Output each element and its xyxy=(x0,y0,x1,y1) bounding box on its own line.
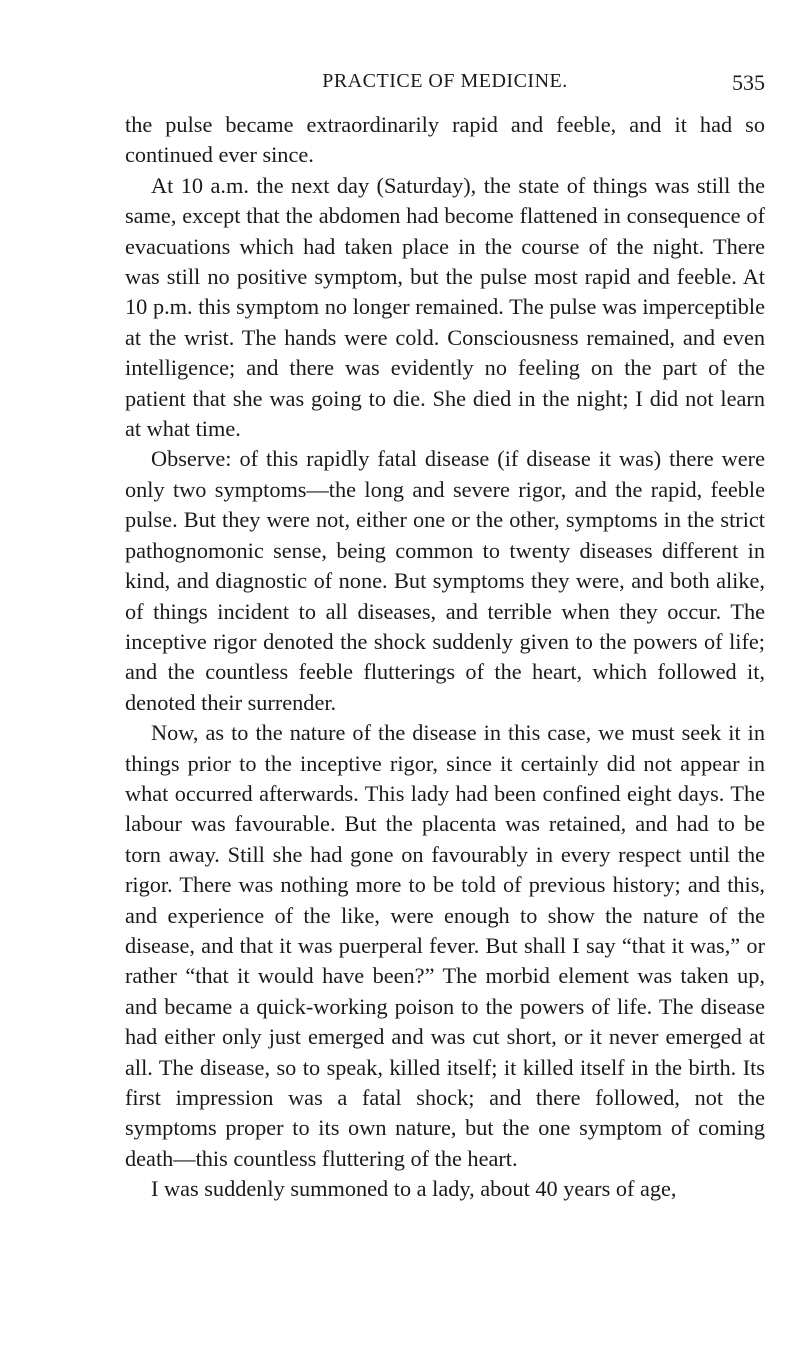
paragraph-2: At 10 a.m. the next day (Saturday), the state of things was still the same, except that the abdomen had become flattened in consequence of evacuations which had taken place in the course of the night. There was still no positive symptom, but the pulse most rapid and feeble. At 10 p.m. this symptom no longer remained. The pulse was imperceptible at the wrist. The hands were cold. Consciousness remained, and even intelligence; and there was evidently no feeling on the part of the patient that she was going to die. She died in the night; I did not learn at what time. xyxy=(125,172,765,442)
running-title: PRACTICE OF MEDICINE. xyxy=(322,70,568,92)
paragraph-5: I was suddenly summoned to a lady, about 40 years of age, xyxy=(151,1176,677,1202)
paragraph-1: the pulse became extraordinarily rapid and feeble, and it had so continued ever since. xyxy=(125,112,765,168)
paragraph-4: Now, as to the nature of the disease in this case, we must seek it in things prior to the inceptive rigor, since it certainly did not appear in what occurred afterwards. This lady had been confined eight days. The labour was favourable. But the placenta was retained, and had to be torn away. Still she had gone on favourably in every respect until the rigor. There was nothing more to be told of previous history; and this, and experience of the like, were enough to show the nature of the disease, and that it was puerperal fever. But shall I say “that it was,” or rather “that it would have been?” The morbid element was taken up, and became a quick-working poison to the powers of life. The disease had either only just emerged and was cut short, or it never emerged at all. The disease, so to speak, killed itself; it killed itself in the birth. Its first impression was a fatal shock; and there followed, not the symptoms proper to its own nature, but the one symptom of coming death—this countless fluttering of the heart. xyxy=(125,720,765,1171)
paragraph-3: Observe: of this rapidly fatal disease (if disease it was) there were only two symptoms—the long and severe rigor, and the rapid, feeble pulse. But they were not, either one or the other, symptoms in the strict pathognomonic sense, being common to twenty diseases different in kind, and diagnostic of none. But symptoms they were, and both alike, of things incident to all diseases, and terrible when they occur. The inceptive rigor denoted the shock suddenly given to the powers of life; and the countless feeble flutterings of the heart, which followed it, denoted their surrender. xyxy=(125,446,765,715)
body-text xyxy=(125,110,765,1205)
running-head xyxy=(125,70,765,100)
page-number: 535 xyxy=(732,70,765,95)
